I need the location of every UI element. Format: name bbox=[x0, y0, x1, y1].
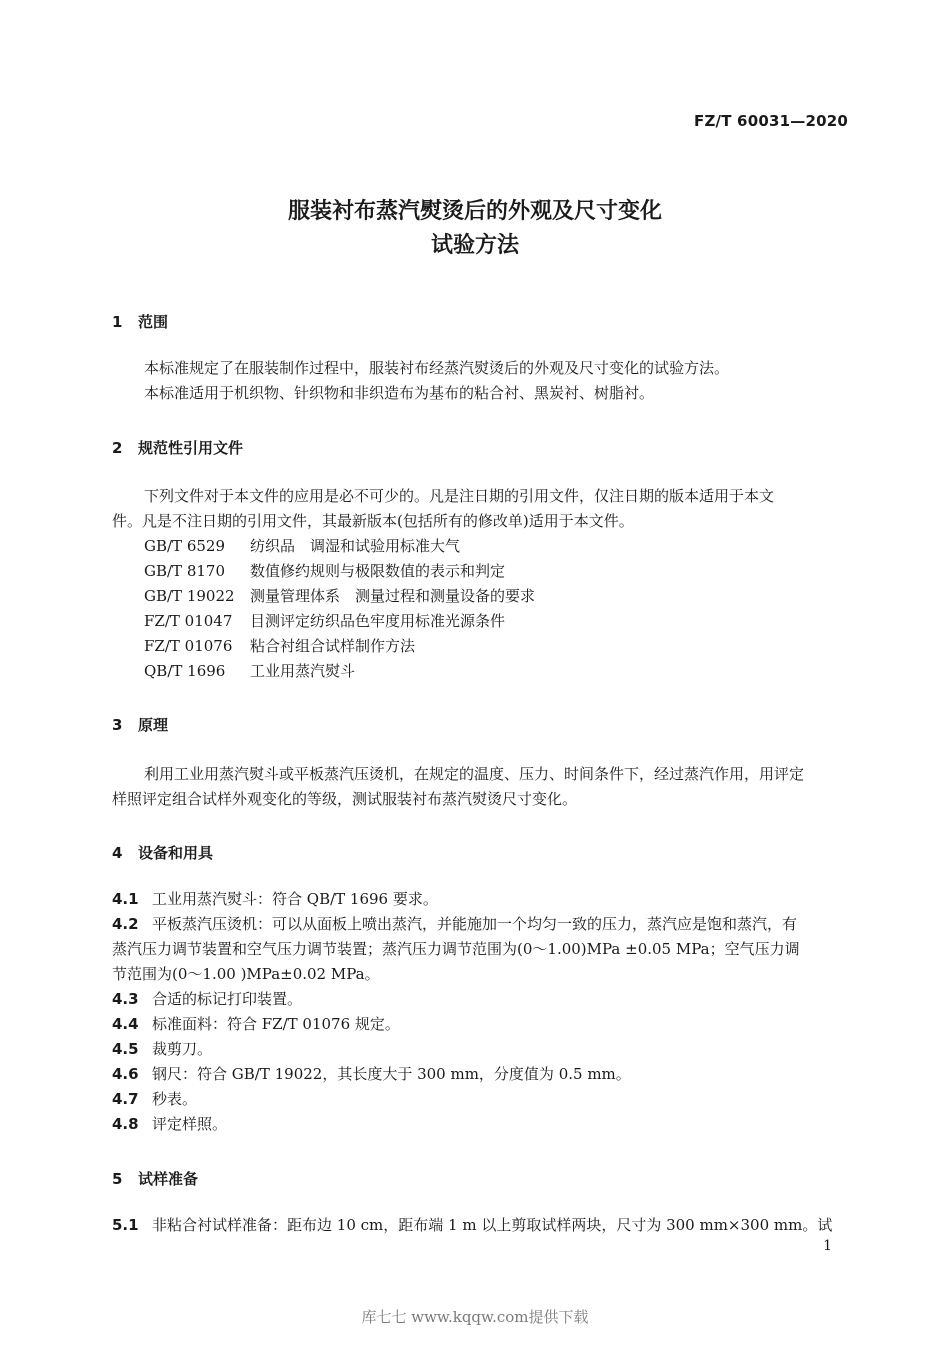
clause-item bbox=[112, 1062, 631, 1087]
title-line-1: 服装衬布蒸汽熨烫后的外观及尺寸变化 bbox=[287, 199, 662, 224]
paragraph: 本标准适用于机织物、针织物和非织造布为基布的粘合衬、黑炭衬、树脂衬。 bbox=[144, 384, 655, 402]
clause-item bbox=[112, 887, 438, 912]
clause-continuation bbox=[112, 962, 380, 987]
section-4-heading bbox=[112, 842, 213, 863]
reference-name: 纺织品 调湿和试验用标准大气 bbox=[250, 537, 461, 555]
reference-code: GB/T 19022 bbox=[144, 587, 235, 605]
title-line-2: 试验方法 bbox=[430, 233, 519, 258]
clause-continuation bbox=[112, 937, 800, 962]
clause-text: 合适的标记打印装置。 bbox=[152, 990, 303, 1008]
clause-number: 4.6 bbox=[112, 1065, 139, 1083]
clause-item bbox=[112, 1112, 227, 1137]
clause-number: 4.1 bbox=[112, 890, 139, 908]
download-watermark: 库七七 www.kqqw.com提供下载 bbox=[361, 1308, 589, 1326]
reference-name: 测量管理体系 测量过程和测量设备的要求 bbox=[250, 587, 536, 605]
section-title: 规范性引用文件 bbox=[138, 439, 244, 457]
clause-item bbox=[112, 1213, 832, 1238]
clause-text: 非粘合衬试样准备：距布边 10 cm，距布端 1 m 以上剪取试样两块，尺寸为 300 mm×300 mm。试 bbox=[152, 1216, 833, 1234]
reference-code: QB/T 1696 bbox=[144, 662, 226, 680]
reference-code: FZ/T 01076 bbox=[144, 637, 233, 655]
clause-number: 4.8 bbox=[112, 1115, 139, 1133]
clause-item bbox=[112, 1012, 400, 1037]
clause-number: 4.2 bbox=[112, 915, 139, 933]
section-title: 设备和用具 bbox=[138, 844, 214, 862]
reference-item bbox=[144, 559, 505, 584]
reference-item bbox=[144, 584, 535, 609]
clause-text: 秒表。 bbox=[152, 1090, 198, 1108]
clause-item bbox=[112, 912, 797, 937]
clause-number: 5.1 bbox=[112, 1216, 139, 1234]
page-number: 1 bbox=[823, 1238, 832, 1254]
reference-item bbox=[144, 634, 415, 659]
section-3-heading bbox=[112, 714, 168, 735]
reference-name: 粘合衬组合试样制作方法 bbox=[250, 637, 416, 655]
paragraph-line: 件。凡是不注日期的引用文件，其最新版本(包括所有的修改单)适用于本文件。 bbox=[112, 512, 634, 530]
clause-number: 4.7 bbox=[112, 1090, 139, 1108]
section-title: 试样准备 bbox=[138, 1170, 199, 1188]
section-1-body bbox=[112, 356, 852, 406]
standard-code: FZ/T 60031—2020 bbox=[694, 112, 848, 130]
clause-item bbox=[112, 987, 302, 1012]
paragraph: 本标准规定了在服装制作过程中，服装衬布经蒸汽熨烫后的外观及尺寸变化的试验方法。 bbox=[144, 359, 730, 377]
clause-text: 节范围为(0～1.00 )MPa±0.02 MPa。 bbox=[112, 965, 380, 983]
section-2-body bbox=[112, 484, 852, 534]
section-title: 原理 bbox=[138, 716, 169, 734]
section-number: 4 bbox=[112, 844, 123, 862]
section-1-heading bbox=[112, 311, 168, 332]
clause-text: 钢尺：符合 GB/T 19022，其长度大于 300 mm，分度值为 0.5 mm。 bbox=[152, 1065, 631, 1083]
section-5-heading bbox=[112, 1168, 198, 1189]
paragraph-line: 下列文件对于本文件的应用是必不可少的。凡是注日期的引用文件，仅注日期的版本适用于本文 bbox=[144, 487, 775, 505]
reference-code: GB/T 8170 bbox=[144, 562, 226, 580]
section-number: 2 bbox=[112, 439, 123, 457]
reference-code: GB/T 6529 bbox=[144, 537, 226, 555]
reference-code: FZ/T 01047 bbox=[144, 612, 233, 630]
reference-name: 数值修约规则与极限数值的表示和判定 bbox=[250, 562, 506, 580]
clause-item bbox=[112, 1037, 212, 1062]
section-number: 3 bbox=[112, 716, 123, 734]
section-3-body bbox=[112, 762, 852, 812]
reference-item bbox=[144, 659, 355, 684]
clause-number: 4.4 bbox=[112, 1015, 139, 1033]
section-title: 范围 bbox=[138, 313, 169, 331]
clause-text: 工业用蒸汽熨斗：符合 QB/T 1696 要求。 bbox=[152, 890, 438, 908]
section-number: 5 bbox=[112, 1170, 123, 1188]
clause-text: 平板蒸汽压烫机：可以从面板上喷出蒸汽，并能施加一个均匀一致的压力，蒸汽应是饱和蒸汽，有 bbox=[152, 915, 798, 933]
clause-text: 评定样照。 bbox=[152, 1115, 228, 1133]
clause-text: 裁剪刀。 bbox=[152, 1040, 213, 1058]
paragraph-line: 利用工业用蒸汽熨斗或平板蒸汽压烫机，在规定的温度、压力、时间条件下，经过蒸汽作用，用评定 bbox=[144, 765, 805, 783]
clause-item bbox=[112, 1087, 197, 1112]
document-title bbox=[0, 195, 950, 263]
clause-text: 蒸汽压力调节装置和空气压力调节装置；蒸汽压力调节范围为(0～1.00)MPa ±0.05 MPa；空气压力调 bbox=[112, 940, 800, 958]
reference-item bbox=[144, 609, 505, 634]
reference-name: 工业用蒸汽熨斗 bbox=[250, 662, 356, 680]
clause-number: 4.3 bbox=[112, 990, 139, 1008]
reference-item bbox=[144, 534, 460, 559]
reference-name: 目测评定纺织品色牢度用标准光源条件 bbox=[250, 612, 506, 630]
section-2-heading bbox=[112, 437, 243, 458]
clause-number: 4.5 bbox=[112, 1040, 139, 1058]
clause-text: 标准面料：符合 FZ/T 01076 规定。 bbox=[152, 1015, 400, 1033]
section-number: 1 bbox=[112, 313, 123, 331]
paragraph-line: 样照评定组合试样外观变化的等级，测试服装衬布蒸汽熨烫尺寸变化。 bbox=[112, 790, 578, 808]
